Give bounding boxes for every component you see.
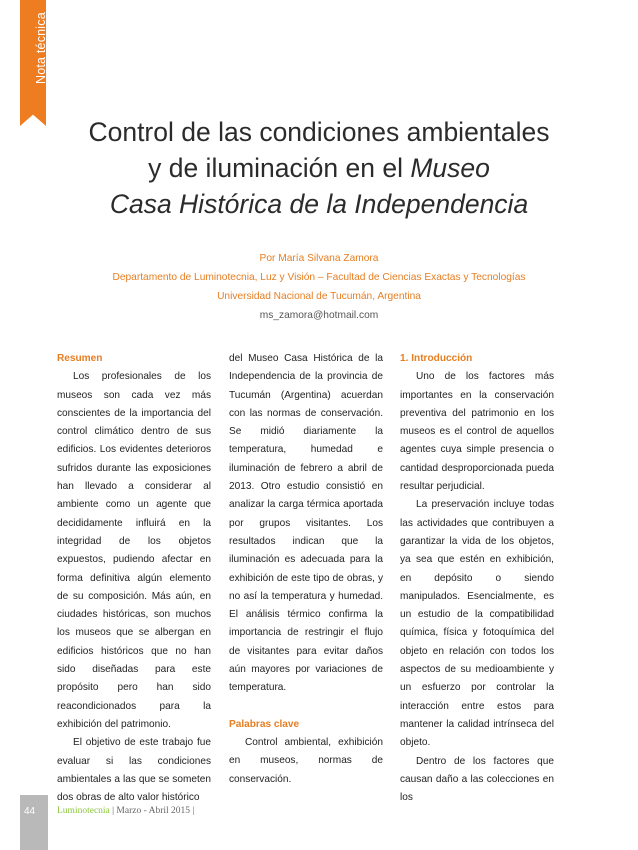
introduction-paragraph-1: Uno de los factores más importantes en la conservación preventiva del patrimonio en los museos es el control de aquellos agentes cuya simple presencia o cantidad desproporcionada pueda resultar perjudicial. (400, 371, 554, 493)
footer-separator-2: | (192, 806, 195, 816)
footer-separator-1: | (112, 806, 115, 816)
keywords-text: Control ambiental, exhibición en museos, normas de conservación. (229, 736, 383, 785)
author-email: ms_zamora@hotmail.com (259, 310, 379, 321)
title-line-2-plain: y de iluminación en el (148, 153, 411, 183)
title-line-3-italic: Casa Histórica de la Independencia (109, 189, 529, 219)
abstract-heading: Resumen (57, 353, 103, 364)
title-line-2 (40, 150, 598, 186)
abstract-paragraph-2-continued: del Museo Casa Histórica de la Independencia de la provincia de Tucumán (Argentina) acuerdan con las normas de conservación. Se midió diariamente la temperatura, humedad e iluminación de febrero a abril de 2013. Otro estudio consistió en analizar la carga térmica aportada por grupos visitantes. Los resultados indican que la iluminación es adecuada para la exhibición de este tipo de obras, y no así la temperatura y humedad. El análisis térmico confirma la importancia de restringir el flujo de visitantes para evitar daños aún mayores por variaciones de temperatura. (229, 353, 383, 694)
column-3 (400, 350, 554, 807)
title-line-2-italic: Museo (410, 153, 490, 183)
footer-page-block (20, 795, 48, 850)
abstract-paragraph-2: El objetivo de este trabajo fue evaluar si las condiciones ambientales a las que se someten dos obras de alto valor histórico (57, 737, 211, 804)
university: Universidad Nacional de Tucumán, Argentina (217, 291, 421, 302)
page-number: 44 (24, 806, 36, 817)
section-tab-label: Nota técnica (34, 12, 48, 84)
introduction-heading: 1. Introducción (400, 353, 473, 364)
author: Por María Silvana Zamora (259, 253, 379, 264)
department: Departamento de Luminotecnia, Luz y Visión – Facultad de Ciencias Exactas y Tecnologías (112, 272, 526, 283)
byline (40, 249, 598, 325)
title-line-1: Control de las condiciones ambientales (88, 117, 550, 147)
footer-issue: Marzo - Abril 2015 (116, 806, 191, 816)
footer-brand: Luminotecnia (57, 806, 110, 816)
introduction-paragraph-3: Dentro de los factores que causan daño a las colecciones en los (400, 755, 554, 804)
column-1 (57, 350, 211, 807)
abstract-paragraph-1: Los profesionales de los museos son cada vez más conscientes de la importancia del control climático dentro de sus edificios. Los evidentes deterioros sufridos durante las exposiciones han llevado a considerar al ambiente como un agente que decididamente influirá en la integridad de los objetos expuestos, pudiendo afectar en forma definitiva algún elemento de su composición. Más aún, en ciudades históricas, son muchos los museos que se albergan en edificios históricos que no han sido diseñadas para este propósito pero han sido reacondicionados para la exhibición del patrimonio. (57, 371, 211, 730)
column-2 (229, 350, 383, 789)
title-line-3 (40, 186, 598, 222)
introduction-paragraph-2: La preservación incluye todas las actividades que contribuyen a garantizar la vida de los objetos, ya sea que estén en exhibición, en depósito o siendo manipulados. Esencialmente, es un estudio de la compatibilidad química, física y fotoquímica del objeto en relación con todos los aspectos de su medioambiente y un esfuerzo por controlar la interacción entre estos para mantener la calidad intrínseca del objeto. (400, 499, 554, 749)
footer-text (57, 806, 194, 816)
keywords-heading: Palabras clave (229, 718, 300, 730)
article-title (40, 114, 598, 222)
